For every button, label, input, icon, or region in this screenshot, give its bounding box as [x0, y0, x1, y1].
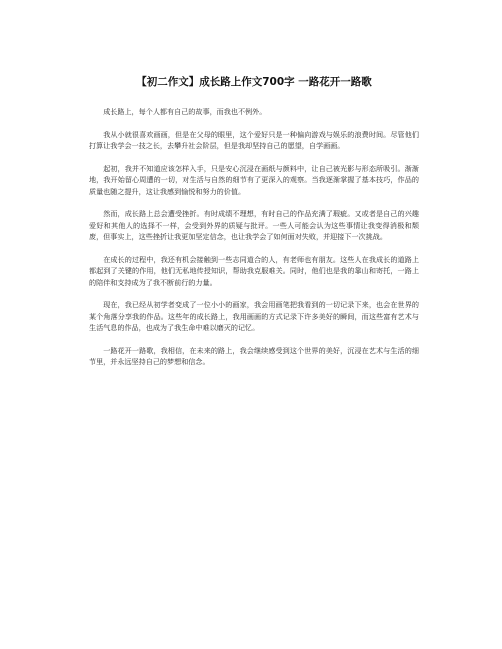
- paragraph-4: 然而，成长路上总会遭受挫折。有时成绩不理想，有时自己的作品充满了瑕疵。又或者是自己的兴趣爱好和其他人的选择不一样，会受到外界的质疑与批评。一些人可能会认为这些事情让我变得消极和颓废，但事实上，这些挫折让我更加坚定信念，也让我学会了如何面对失败，并迎接下一次挑战。: [89, 209, 419, 241]
- document-body: [89, 75, 419, 379]
- paragraph-1: 成长路上，每个人都有自己的故事，而我也不例外。: [103, 107, 267, 116]
- paragraph-7: 一路花开一路歌，我相信，在未来的路上，我会继续感受到这个世界的美好，沉浸在艺术与生活的细节里，并永远坚持自己的梦想和信念。: [89, 345, 419, 366]
- paragraph-6: 现在，我已经从初学者变成了一位小小的画家，我会用画笔把我看到的一切记录下来，也会在世界的某个角落分享我的作品。这些年的成长路上，我用画画的方式记录下许多美好的瞬间，而这些富有艺术与生活气息的作品，也成为了我生命中难以磨灭的记忆。: [89, 300, 419, 332]
- paragraph-5: 在成长的过程中，我还有机会接触到一些志同道合的人，有老师也有朋友。这些人在我成长的道路上都起到了关键的作用，他们无私地传授知识，帮助我克服难关。同时，他们也是我的靠山和寄托，一路上的陪伴和支持成为了我不断前行的力量。: [89, 254, 419, 287]
- document-title: 【初二作文】成长路上作文700字 一路花开一路歌: [136, 76, 372, 88]
- paragraph-2: 我从小就很喜欢画画，但是在父母的眼里，这个爱好只是一种偏向游戏与娱乐的浪费时间。尽管他们打算让我学会一技之长，去攀升社会阶层，但是我却坚持自己的愿望，自学画画。: [89, 129, 419, 150]
- paragraph-3: 起初，我并不知道应该怎样入手，只是安心沉浸在画纸与颜料中，让自己被光影与形态所吸引。渐渐地，我开始留心周遭的一切，对生活与自然的细节有了更深入的观察。当我逐渐掌握了基本技巧，作品的质量也随之提升，这让我感到愉悦和努力的价值。: [89, 163, 419, 196]
